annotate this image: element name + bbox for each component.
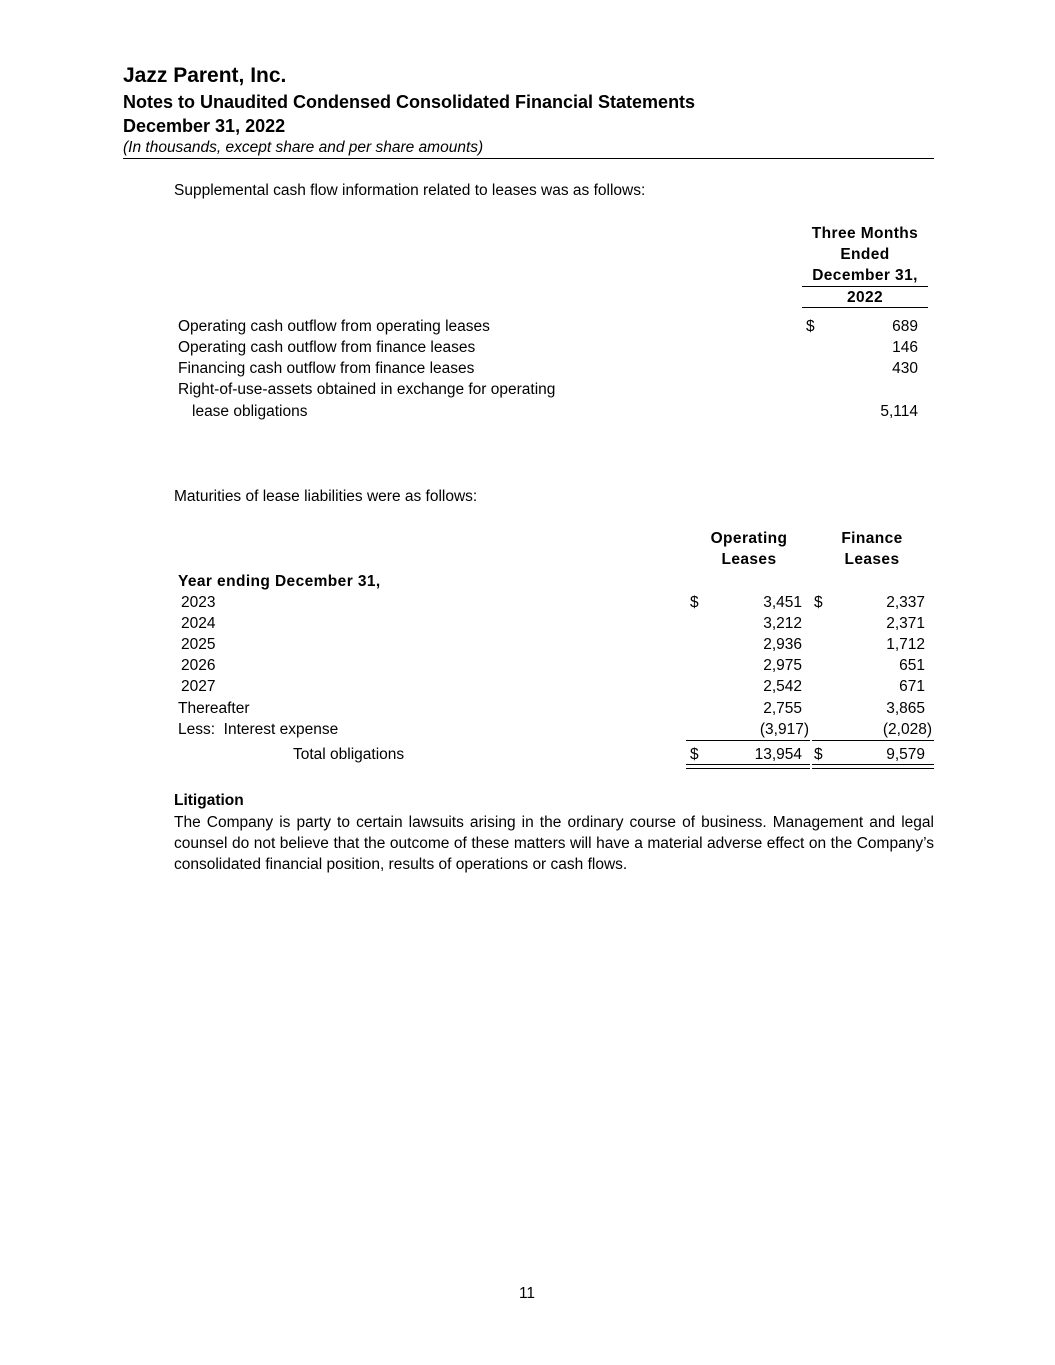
maturities-fin-total-double-rule	[812, 764, 934, 769]
maturities-op-value: 2,542	[763, 678, 802, 695]
cashflow-row-label-continued: lease obligations	[192, 403, 308, 420]
maturities-section-label: Year ending December 31,	[178, 573, 381, 590]
maturities-row-label: 2024	[181, 615, 216, 632]
maturities-fin-currency: $	[814, 594, 823, 611]
maturities-op-value: 3,451	[763, 594, 802, 611]
maturities-fin-value: 2,337	[886, 594, 925, 611]
litigation-paragraph: The Company is party to certain lawsuits arising in the ordinary course of business. Management and legal counsel do not believe that the outcome of these matters will have a material adverse effect on the Company’s consolidated financial position, results of operations or cash flows.	[174, 814, 934, 873]
cashflow-row-currency: $	[806, 318, 815, 335]
cashflow-row-value: 146	[892, 339, 918, 356]
maturities-col1-header-line1: Operating	[710, 530, 788, 547]
cashflow-col-header-line1: Three Months	[811, 225, 919, 242]
cashflow-row-value: 430	[892, 360, 918, 377]
maturities-fin-value: 3,865	[886, 700, 925, 717]
maturities-intro: Maturities of lease liabilities were as follows:	[174, 488, 478, 505]
cashflow-header-bottom-rule	[802, 307, 928, 308]
maturities-total-fin-value: 9,579	[886, 746, 925, 763]
maturities-op-value: 2,975	[763, 657, 802, 674]
maturities-op-value: 3,212	[763, 615, 802, 632]
maturities-fin-subtotal-rule	[812, 740, 934, 741]
maturities-total-fin-currency: $	[814, 746, 823, 763]
cashflow-col-header-line2: Ended	[840, 246, 890, 263]
cashflow-row-value: 5,114	[880, 403, 918, 420]
maturities-row-label: 2025	[181, 636, 216, 653]
maturities-op-value: 2,936	[763, 636, 802, 653]
document-date: December 31, 2022	[123, 116, 286, 136]
cashflow-row-value: 689	[892, 318, 918, 335]
maturities-row-label: Thereafter	[178, 700, 250, 717]
maturities-total-op-currency: $	[690, 746, 699, 763]
document-title: Notes to Unaudited Condensed Consolidated Financial Statements	[123, 92, 696, 112]
maturities-op-value: 2,755	[763, 700, 802, 717]
maturities-row-label: 2026	[181, 657, 216, 674]
maturities-row-label: 2023	[181, 594, 216, 611]
cashflow-row-label: Operating cash outflow from finance leases	[178, 339, 476, 356]
cashflow-header-rule	[802, 286, 928, 287]
maturities-op-total-double-rule	[686, 764, 810, 769]
cashflow-col-header-line4: 2022	[846, 289, 884, 306]
maturities-col2-header-line2: Leases	[844, 551, 900, 568]
maturities-op-currency: $	[690, 594, 699, 611]
page-number: 11	[518, 1285, 536, 1302]
maturities-total-op-value: 13,954	[754, 746, 802, 763]
cashflow-row-label: Operating cash outflow from operating leases	[178, 318, 490, 335]
maturities-col1-header-line2: Leases	[721, 551, 777, 568]
maturities-fin-value: 671	[899, 678, 925, 695]
maturities-total-label: Total obligations	[293, 746, 405, 763]
cashflow-intro: Supplemental cash flow information related to leases was as follows:	[174, 182, 646, 199]
units-note: (In thousands, except share and per share amounts)	[123, 139, 484, 156]
company-name: Jazz Parent, Inc.	[123, 64, 287, 87]
litigation-heading: Litigation	[174, 792, 244, 809]
header-divider	[123, 158, 934, 159]
maturities-col2-header-line1: Finance	[841, 530, 903, 547]
maturities-row-label: 2027	[181, 678, 216, 695]
maturities-op-subtotal-rule	[686, 740, 810, 741]
maturities-row-label: Less: Interest expense	[178, 721, 339, 738]
maturities-fin-value: 651	[899, 657, 925, 674]
maturities-op-value: (3,917)	[759, 721, 809, 738]
cashflow-col-header-line3: December 31,	[812, 267, 918, 284]
maturities-fin-value: (2,028)	[882, 721, 932, 738]
maturities-fin-value: 2,371	[886, 615, 925, 632]
cashflow-row-label: Right-of-use-assets obtained in exchange for operating	[178, 381, 556, 398]
maturities-fin-value: 1,712	[886, 636, 925, 653]
cashflow-row-label: Financing cash outflow from finance leases	[178, 360, 475, 377]
